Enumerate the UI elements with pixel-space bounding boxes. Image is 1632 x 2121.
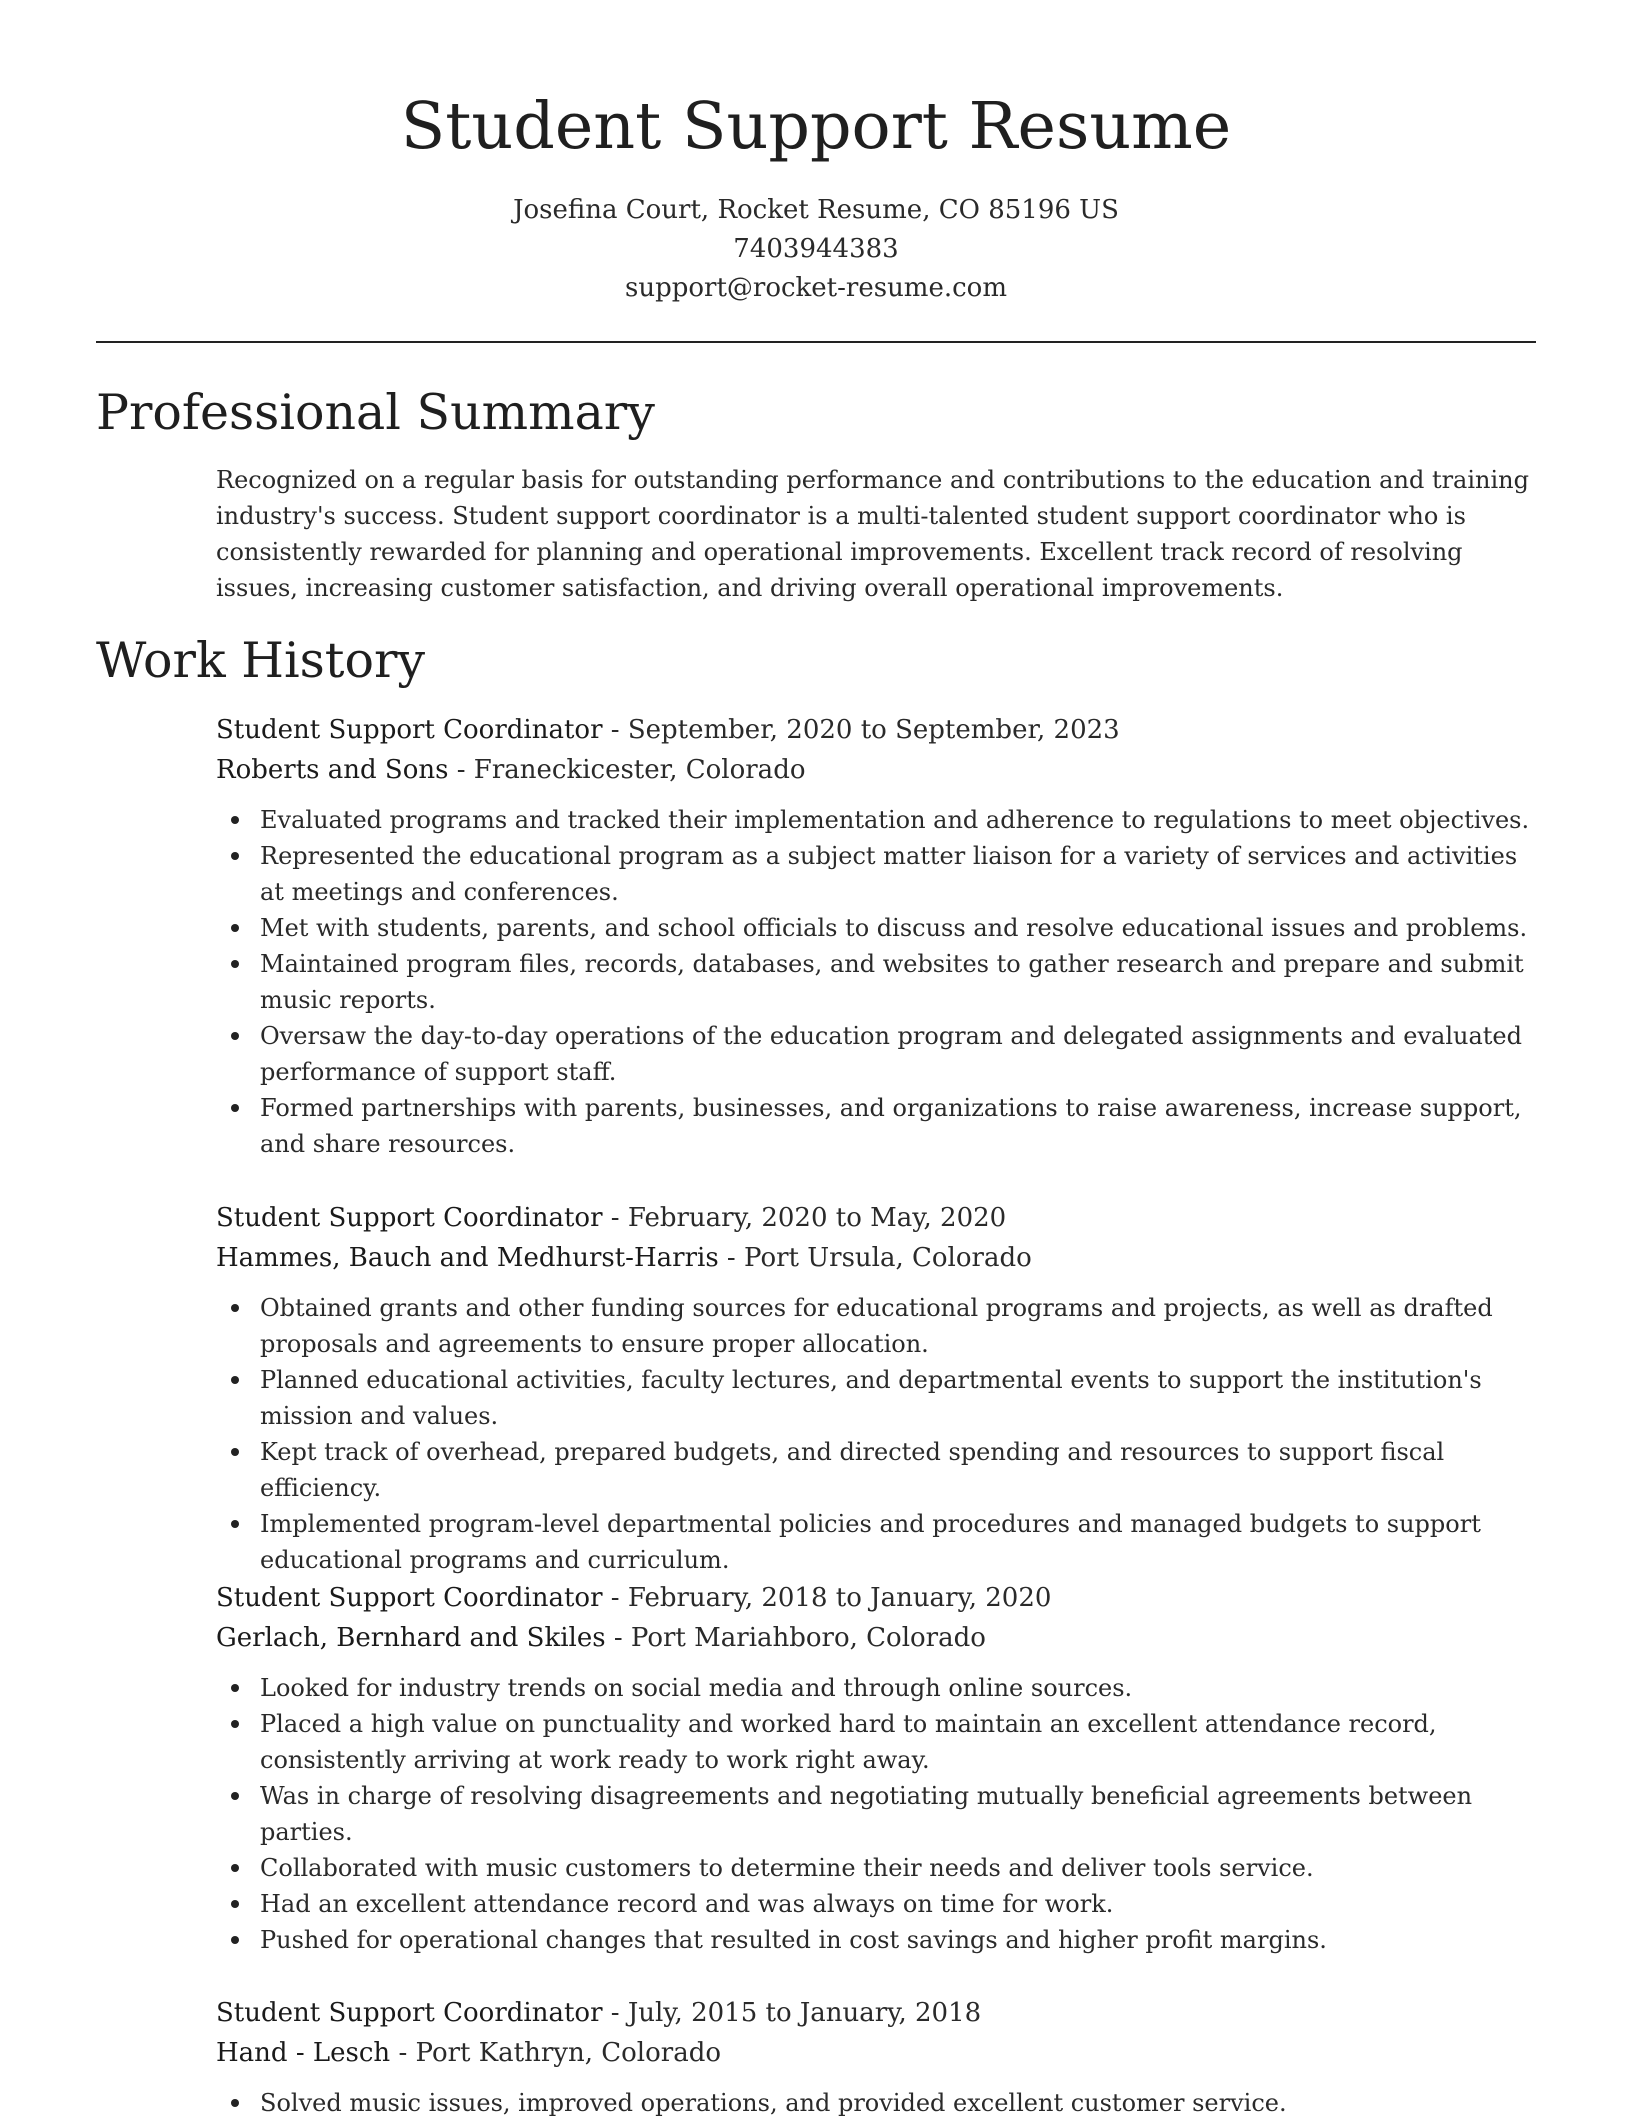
job-bullet: Planned educational activities, faculty lectures, and departmental events to support the institution's mission and values. [260,1362,1536,1434]
contact-email: support@rocket-resume.com [624,273,1007,303]
job-dates: February, 2018 to January, 2020 [627,1583,1052,1613]
job-bullet: Maintained program files, records, databases, and websites to gather research and prepare and submit music reports. [260,946,1536,1018]
job-bullet: Was in charge of resolving disagreements and negotiating mutually beneficial agreements between parties. [260,1778,1536,1850]
job-company-line: Hammes, Bauch and Medhurst-Harris - Port Ursula, Colorado [216,1243,1032,1273]
header-divider [96,341,1536,343]
job-company-line: Gerlach, Bernhard and Skiles - Port Mariahboro, Colorado [216,1623,986,1653]
job-bullet: Kept track of overhead, prepared budgets, and directed spending and resources to support fiscal efficiency. [260,1434,1536,1506]
job-bullet-list [216,1670,1536,1958]
job-company: Gerlach, Bernhard and Skiles [216,1623,606,1653]
job-bullet-list [216,802,1536,1162]
job-dates: September, 2020 to September, 2023 [627,715,1120,745]
job-location: Port Mariahboro, Colorado [630,1623,986,1653]
job-company: Hand - Lesch [216,2038,391,2068]
job-bullet: Collaborated with music customers to determine their needs and deliver tools service. [260,1850,1536,1886]
job-title: Student Support Coordinator [216,1998,603,2028]
job-bullet-list [216,1290,1536,1578]
resume-title: Student Support Resume [400,89,1232,164]
job-entry [216,1198,1536,1578]
contact-phone: 7403944383 [733,234,899,264]
job-title: Student Support Coordinator [216,1583,603,1613]
job-bullet: Looked for industry trends on social media and through online sources. [260,1670,1536,1706]
job-bullet: Obtained grants and other funding sources for educational programs and projects, as well as drafted proposals and agreements to ensure proper allocation. [260,1290,1536,1362]
job-bullet: Placed a high value on punctuality and worked hard to maintain an excellent attendance record, consistently arriving at work ready to work right away. [260,1706,1536,1778]
job-title: Student Support Coordinator [216,715,603,745]
job-title-line: Student Support Coordinator - September, 2020 to September, 2023 [216,715,1120,745]
job-title-line: Student Support Coordinator - July, 2015 to January, 2018 [216,1998,982,2028]
job-location: Franeckicester, Colorado [473,755,806,785]
contact-block [0,191,1632,308]
job-location: Port Ursula, Colorado [744,1243,1032,1273]
job-company-line: Hand - Lesch - Port Kathryn, Colorado [216,2038,722,2068]
work-history-heading: Work History [96,632,426,689]
job-bullet: Met with students, parents, and school officials to discuss and resolve educational issues and problems. [260,910,1536,946]
contact-address: Josefina Court, Rocket Resume, CO 85196 US [513,195,1119,225]
job-company-line: Roberts and Sons - Franeckicester, Colorado [216,755,806,785]
job-bullet-list [216,2085,1536,2121]
job-company: Hammes, Bauch and Medhurst-Harris [216,1243,719,1273]
job-entry [216,1578,1536,1958]
job-bullet: Had an excellent attendance record and was always on time for work. [260,1886,1536,1922]
job-company: Roberts and Sons [216,755,449,785]
job-bullet: Formed partnerships with parents, businesses, and organizations to raise awareness, increase support, and share resources. [260,1090,1536,1162]
job-title-line: Student Support Coordinator - February, 2020 to May, 2020 [216,1203,1007,1233]
job-bullet: Solved music issues, improved operations, and provided excellent customer service. [260,2085,1536,2121]
job-title-line: Student Support Coordinator - February, 2018 to January, 2020 [216,1583,1052,1613]
summary-heading: Professional Summary [96,384,655,441]
job-dates: July, 2015 to January, 2018 [627,1998,982,2028]
job-dates: February, 2020 to May, 2020 [627,1203,1007,1233]
job-bullet: Implemented program-level departmental policies and procedures and managed budgets to support educational programs and curriculum. [260,1506,1536,1578]
job-location: Port Kathryn, Colorado [415,2038,722,2068]
job-bullet: Represented the educational program as a subject matter liaison for a variety of services and activities at meetings and conferences. [260,838,1536,910]
job-title: Student Support Coordinator [216,1203,603,1233]
job-entry [216,1993,1536,2121]
job-entry [216,710,1536,1162]
summary-text: Recognized on a regular basis for outstanding performance and contributions to the education and training industry's success. Student support coordinator is a multi-talented student support coordinator who is consistently rewarded for planning and operational improvements. Excellent track record of resolving issues, increasing customer satisfaction, and driving overall operational improvements. [216,466,1529,602]
job-bullet: Evaluated programs and tracked their implementation and adherence to regulations to meet objectives. [260,802,1536,838]
job-bullet: Oversaw the day-to-day operations of the education program and delegated assignments and evaluated performance of support staff. [260,1018,1536,1090]
job-bullet: Pushed for operational changes that resulted in cost savings and higher profit margins. [260,1922,1536,1958]
